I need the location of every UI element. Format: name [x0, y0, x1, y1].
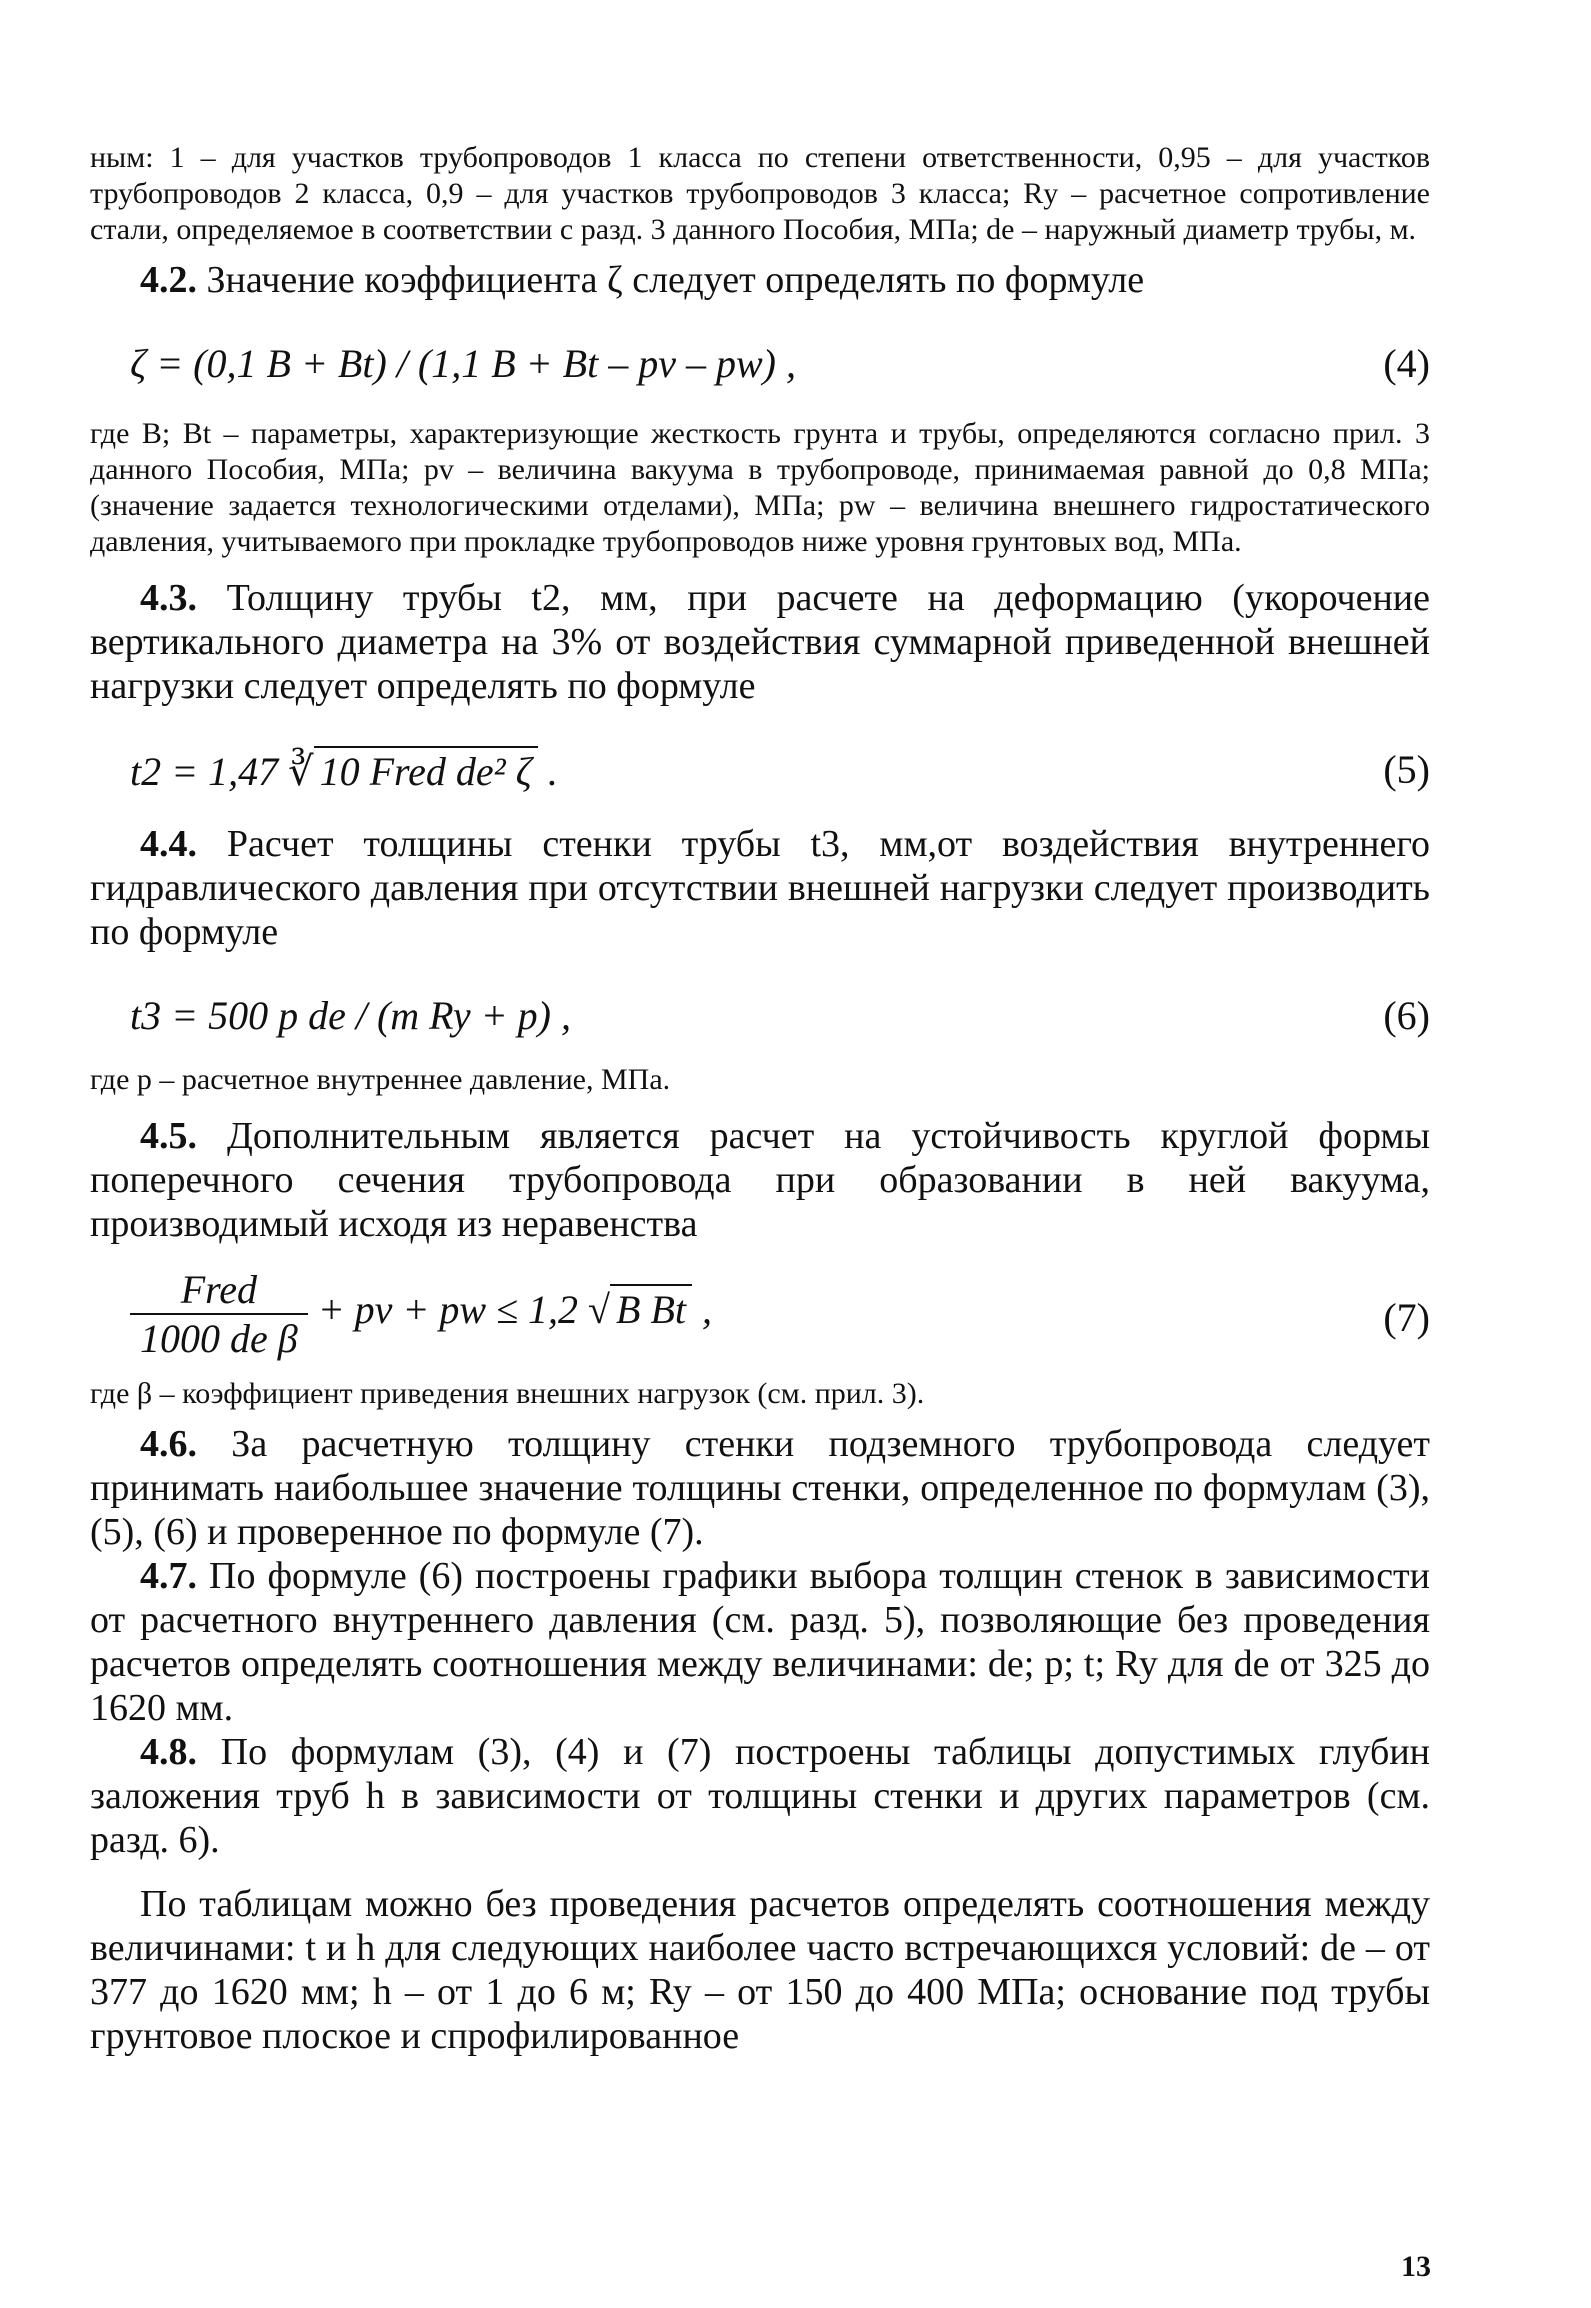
formula-7 — [90, 1266, 1430, 1366]
where-paragraph-6: где p – расчетное внутреннее давление, МПа. — [90, 1063, 671, 1096]
fraction-denominator: 1000 de β — [140, 1316, 298, 1361]
formula-lhs: t2 = 1,47 ∛ — [130, 749, 314, 794]
formula-expression: t3 = 500 p de / (m Ry + p) , — [130, 993, 571, 1038]
formula-fraction — [130, 1266, 308, 1362]
where-paragraph-4: где B; Bt – параметры, характеризующие жесткость грунта и трубы, определяются согласно прил. 3 данного Пособия, МПа; pv – величина вакуума в трубопроводе, принимаемая равной до 0,8 МПа; (значение задается технологическими отделами), МПа; pw – величина внешнего гидростатического давления, учитываемого при прокладке трубопроводов ниже уровня грунтовых вод, МПа. — [90, 417, 1430, 558]
formula-tail: . — [537, 749, 558, 794]
section-text: Расчет толщины стенки трубы t3, мм,от воздействия внутреннего гидравлического давления при отсутствии внешней нагрузки следует производить по формуле — [90, 823, 1430, 953]
section-4-6 — [90, 1422, 1430, 1554]
formula-expression — [130, 746, 558, 795]
formula-number: (5) — [1383, 747, 1430, 792]
section-number: 4.4. — [140, 823, 197, 865]
formula-number: (4) — [1383, 341, 1430, 386]
closing-paragraph: По таблицам можно без проведения расчетов определять соотношения между величинами: t и h для следующих наиболее часто встречающихся условий: de – от 377 до 1620 мм; h – от 1 до 6 м; Ry – от 150 до 400 МПа; основание под трубы грунтовое плоское и спрофилированное — [90, 1883, 1430, 2057]
section-text: Толщину трубы t2, мм, при расчете на деформацию (укорочение вертикального диаметра на 3% от воздействия суммарной приведенной внешней нагрузки следует определять по формуле — [90, 577, 1431, 707]
section-text: Дополнительным является расчет на устойчивость круглой формы поперечного сечения трубопровода при образовании в ней вакуума, производимый исходя из неравенства — [90, 1115, 1431, 1245]
formula-rest: + pv + pw ≤ 1,2 √ — [307, 1287, 611, 1333]
section-number: 4.8. — [140, 1731, 197, 1773]
section-4-7 — [90, 1554, 1430, 1730]
formula-expression — [130, 1266, 712, 1362]
formula-radicand: 10 Fred de² ζ — [314, 746, 538, 795]
section-text: Значение коэффициента ζ следует определять по формуле — [206, 259, 1145, 301]
page-body — [90, 140, 1430, 2058]
formula-6 — [90, 982, 1430, 1052]
section-4-2 — [90, 258, 1430, 302]
formula-number: (6) — [1383, 993, 1430, 1038]
formula-tail: , — [692, 1287, 712, 1333]
formula-5 — [90, 736, 1430, 806]
formula-expression: ζ = (0,1 B + Bt) / (1,1 B + Bt – pv – pw) , — [130, 341, 796, 386]
section-4-5 — [90, 1114, 1430, 1246]
section-4-4 — [90, 822, 1430, 954]
section-4-3 — [90, 576, 1430, 708]
formula-number: (7) — [1383, 1295, 1430, 1340]
fraction-numerator: Fred — [130, 1266, 308, 1315]
intro-paragraph: ным: 1 – для участков трубопроводов 1 класса по степени ответственности, 0,95 – для участков трубопроводов 2 класса, 0,9 – для участков трубопроводов 3 класса; Rу – расчетное сопротивление стали, определяемое в соответствии с разд. 3 данного Пособия, МПа; de – наружный диаметр трубы, м. — [90, 141, 1430, 246]
section-number: 4.2. — [140, 259, 197, 301]
where-paragraph-7: где β – коэффициент приведения внешних нагрузок (см. прил. 3). — [90, 1377, 925, 1410]
section-number: 4.7. — [140, 1555, 197, 1597]
section-number: 4.6. — [140, 1423, 197, 1465]
section-text: По формулам (3), (4) и (7) построены таблицы допустимых глубин заложения труб h в зависимости от толщины стенки и других параметров (см. разд. 6). — [90, 1731, 1430, 1861]
section-text: По формуле (6) построены графики выбора толщин стенок в зависимости от расчетного внутреннего давления (см. разд. 5), позволяющие без проведения расчетов определять соотношения между величинами: de; p; t; Ry для de от 325 до 1620 мм. — [90, 1555, 1430, 1729]
formula-radicand: B Bt — [610, 1284, 692, 1333]
section-number: 4.5. — [140, 1115, 197, 1157]
section-text: За расчетную толщину стенки подземного трубопровода следует принимать наибольшее значение толщины стенки, определенное по формулам (3), (5), (6) и проверенное по формуле (7). — [90, 1423, 1431, 1553]
section-4-8 — [90, 1730, 1430, 1862]
section-number: 4.3. — [140, 577, 197, 619]
page-number: 13 — [1401, 2250, 1431, 2283]
formula-4 — [90, 330, 1430, 400]
